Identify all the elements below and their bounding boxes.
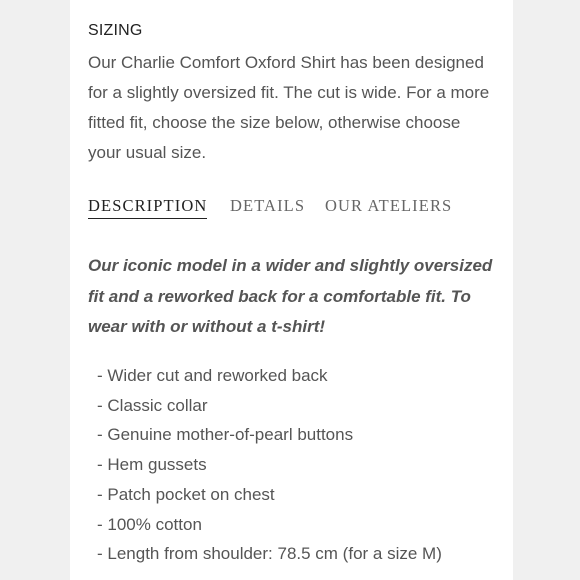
list-item: - Hem gussets: [97, 455, 207, 475]
tab-details[interactable]: DETAILS: [230, 196, 306, 215]
product-info-panel: [70, 0, 513, 580]
tab-description[interactable]: DESCRIPTION: [88, 196, 207, 219]
list-item: - Wider cut and reworked back: [97, 366, 328, 385]
tab-our-ateliers[interactable]: OUR ATELIERS: [325, 196, 453, 215]
feature-list: [97, 361, 497, 569]
product-tabs: [88, 196, 498, 224]
list-item: - Classic collar: [97, 395, 208, 415]
list-item: - Patch pocket on chest: [97, 484, 275, 504]
list-item: - Genuine mother-of-pearl buttons: [97, 425, 354, 445]
list-item: - Length from shoulder: 78.5 cm (for a size M): [97, 544, 442, 564]
description-intro: Our iconic model in a wider and slightly oversized fit and a reworked back for a comfortable fit. To wear with or without a t-shirt!: [88, 256, 493, 336]
list-item: - 100% cotton: [97, 514, 202, 534]
sizing-heading: SIZING: [88, 22, 143, 39]
sizing-description: Our Charlie Comfort Oxford Shirt has been designed for a slightly oversized fit. The cut is wide. For a more fitted fit, choose the size below, otherwise choose your usual size.: [88, 53, 490, 162]
